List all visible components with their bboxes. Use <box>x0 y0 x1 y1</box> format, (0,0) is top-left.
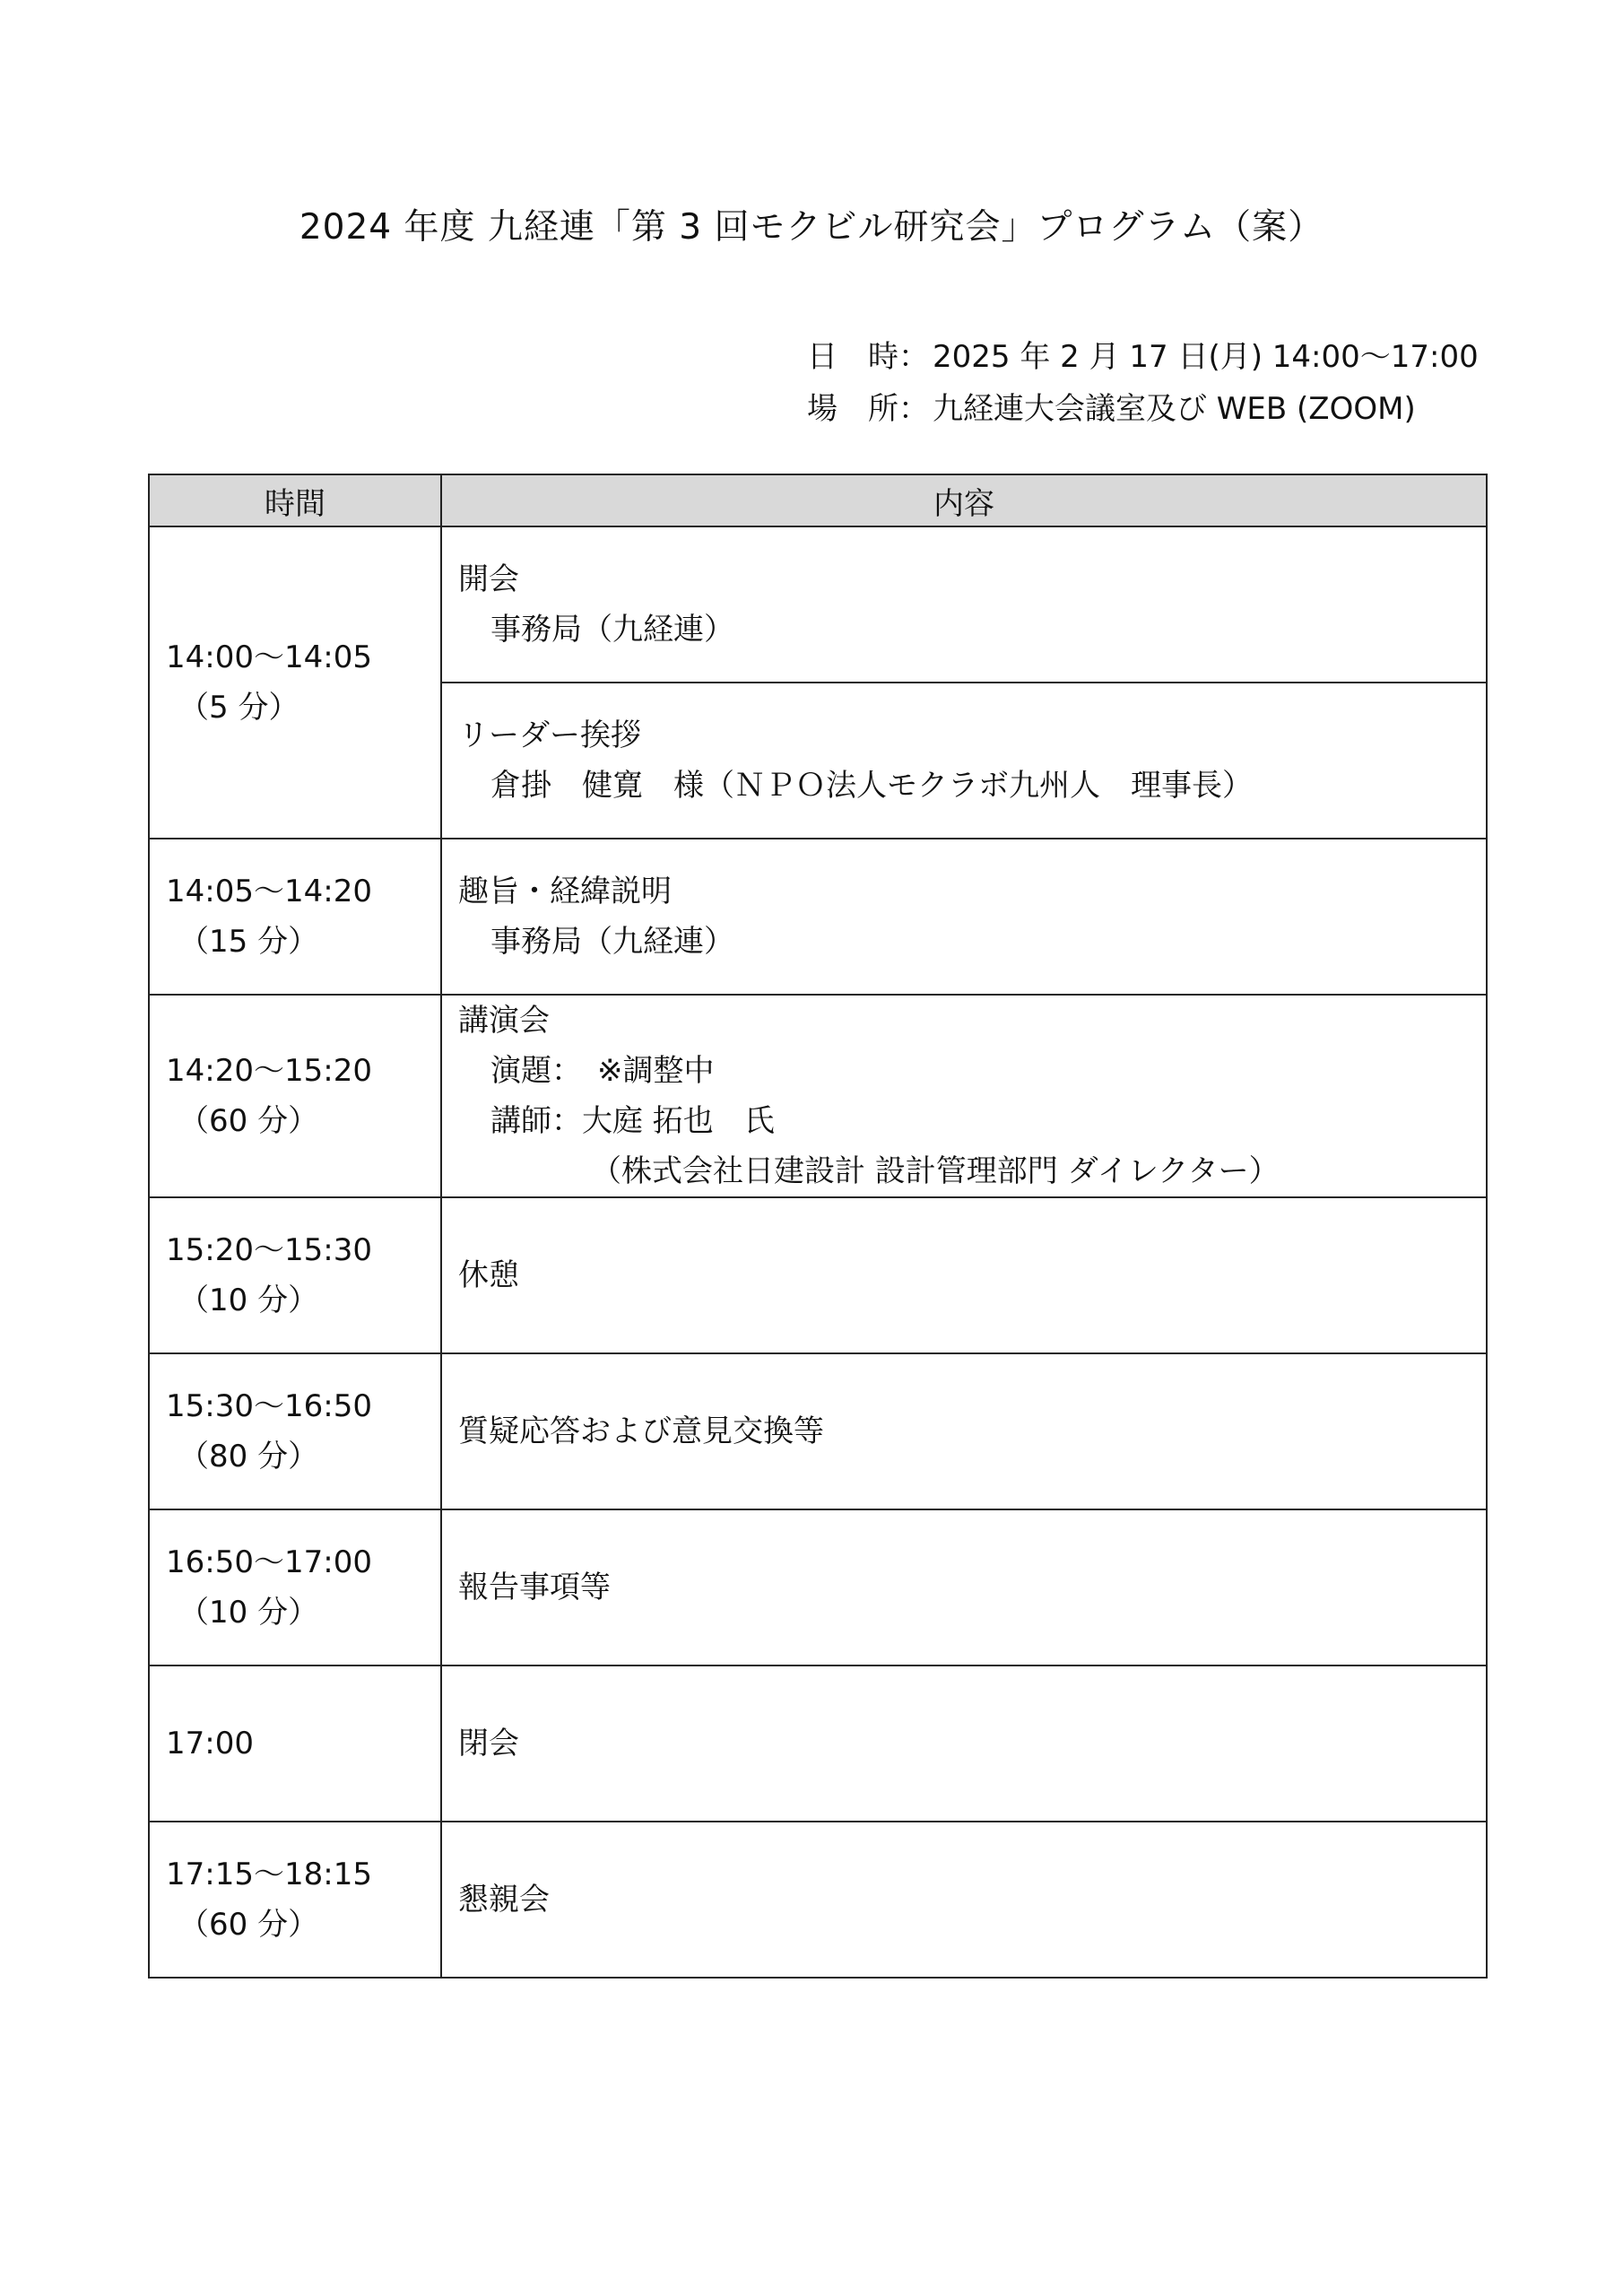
program-table <box>148 474 1488 1979</box>
item-title: 質疑応答および意見交換等 <box>458 1413 824 1449</box>
time-cell <box>149 1665 441 1822</box>
item-title: 講演会 <box>458 1003 550 1039</box>
duration: （60 分） <box>178 1103 319 1139</box>
header-content: 内容 <box>441 474 1487 526</box>
table-row <box>149 995 1487 1197</box>
time-cell <box>149 995 441 1197</box>
time-cell <box>149 526 441 839</box>
time-range: 15:30〜16:50 <box>166 1388 372 1424</box>
item-title: 閉会 <box>458 1726 519 1761</box>
duration: （10 分） <box>178 1283 319 1318</box>
item-title: 趣旨・経緯説明 <box>458 874 672 909</box>
table-row <box>149 1822 1487 1978</box>
time-range: 14:00〜14:05 <box>166 639 372 675</box>
document-title: 2024 年度 九経連「第 3 回モクビル研究会」プログラム（案） <box>299 207 1324 248</box>
date-value: 2025 年 2 月 17 日(月) 14:00〜17:00 <box>933 339 1479 375</box>
item-detail: 事務局（九経連） <box>490 612 734 648</box>
time-range: 15:20〜15:30 <box>166 1232 372 1268</box>
time-cell <box>149 1509 441 1665</box>
content-cell <box>441 839 1487 995</box>
time-cell <box>149 1197 441 1353</box>
item-title: 開会 <box>458 561 519 597</box>
content-cell <box>441 1509 1487 1665</box>
item-title: 懇親会 <box>458 1882 550 1918</box>
table-header-row <box>149 474 1487 526</box>
time-cell <box>149 1822 441 1978</box>
duration: （80 分） <box>178 1439 319 1474</box>
time-range: 17:00 <box>166 1726 254 1761</box>
item-title: 報告事項等 <box>458 1570 611 1605</box>
content-cell <box>441 1665 1487 1822</box>
duration: （60 分） <box>178 1907 319 1943</box>
time-range: 14:05〜14:20 <box>166 874 372 909</box>
lecture-topic: 演題： ※調整中 <box>490 1053 715 1089</box>
time-range: 16:50〜17:00 <box>166 1544 372 1580</box>
duration: （10 分） <box>178 1595 319 1631</box>
item-detail: 事務局（九経連） <box>490 924 734 960</box>
item-title: 休憩 <box>458 1257 519 1293</box>
table-row <box>149 1197 1487 1353</box>
speaker-affiliation: （株式会社日建設計 設計管理部門 ダイレクター） <box>591 1153 1280 1189</box>
table-row <box>149 1353 1487 1509</box>
place-value: 九経連大会議室及び WEB (ZOOM) <box>933 391 1416 427</box>
content-cell <box>441 1822 1487 1978</box>
duration: （5 分） <box>178 690 299 726</box>
meta-date <box>807 332 1479 376</box>
table-row <box>149 1665 1487 1822</box>
table-row <box>149 526 1487 683</box>
item-detail: 倉掛 健寛 様（ＮＰＯ法人モクラボ九州人 理事長） <box>490 768 1253 804</box>
time-range: 14:20〜15:20 <box>166 1053 372 1089</box>
place-label: 場 所： <box>807 391 929 427</box>
duration: （15 分） <box>178 924 319 960</box>
header-time: 時間 <box>149 474 441 526</box>
time-cell <box>149 1353 441 1509</box>
content-cell <box>441 683 1487 839</box>
date-label: 日 時： <box>807 339 929 375</box>
table-row <box>149 839 1487 995</box>
time-range: 17:15〜18:15 <box>166 1857 372 1892</box>
item-title: リーダー挨拶 <box>458 718 641 753</box>
content-cell <box>441 1197 1487 1353</box>
table-row <box>149 1509 1487 1665</box>
lecture-speaker: 講師：大庭 拓也 氏 <box>490 1103 775 1139</box>
content-cell <box>441 995 1487 1197</box>
content-cell <box>441 526 1487 683</box>
time-cell <box>149 839 441 995</box>
meta-place <box>807 384 1416 428</box>
content-cell <box>441 1353 1487 1509</box>
